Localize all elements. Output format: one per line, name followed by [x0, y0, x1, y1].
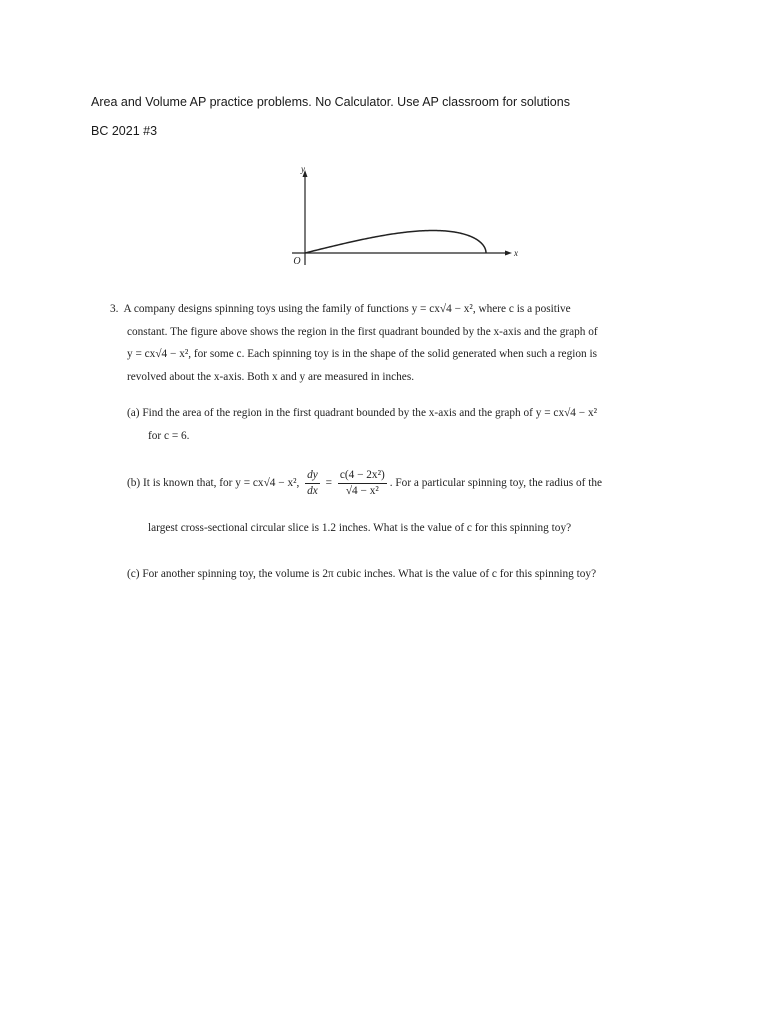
part-b-line-1 — [127, 469, 602, 498]
y-axis-label: y — [301, 164, 305, 174]
part-b-pre: (b) It is known that, for y = cx√4 − x², — [127, 477, 300, 490]
problem-intro-line-4: revolved about the x-axis. Both x and y are measured in inches. — [127, 371, 415, 383]
x-axis-arrow — [505, 251, 512, 256]
derivative-denominator: √4 − x² — [345, 485, 379, 497]
dydx-numerator: dy — [305, 469, 320, 484]
part-c-line: (c) For another spinning toy, the volume is 2π cubic inches. What is the value of c for this spinning toy? — [127, 568, 597, 580]
intro-function-expr-2: y = cx√4 − x² — [127, 348, 189, 360]
problem-intro-line-3 — [127, 348, 597, 360]
x-axis-label: x — [514, 248, 518, 258]
part-b-post: . For a particular spinning toy, the radius of the — [389, 477, 603, 490]
derivative-numerator: c(4 − 2x²) — [338, 469, 387, 484]
part-a-line-1: (a) Find the area of the region in the first quadrant bounded by the x-axis and the graph of y = cx√4 − x² — [127, 407, 597, 419]
region-graph-figure — [270, 160, 530, 280]
part-b-line-2: largest cross-sectional circular slice is 1.2 inches. What is the value of c for this spinning toy? — [148, 522, 572, 534]
intro-function-expr: cx√4 − x² — [429, 303, 473, 315]
intro-text-1a: A company designs spinning toys using the family of functions y = — [123, 303, 430, 315]
origin-label: O — [293, 256, 301, 267]
function-curve — [305, 231, 486, 254]
intro-text-1b: , where c is a positive — [472, 303, 571, 315]
intro-text-3b: , for some c. Each spinning toy is in the shape of the solid generated when such a region is — [188, 348, 598, 360]
part-a-line-2: for c = 6. — [148, 430, 190, 442]
dydx-fraction — [305, 469, 320, 498]
dydx-denominator: dx — [307, 485, 318, 497]
document-subtitle: BC 2021 #3 — [91, 124, 158, 138]
derivative-fraction — [338, 469, 387, 498]
problem-number: 3. — [110, 303, 119, 315]
problem-intro-line-1 — [110, 303, 571, 315]
document-title: Area and Volume AP practice problems. No Calculator. Use AP classroom for solutions — [91, 95, 570, 109]
equals-sign: = — [325, 477, 333, 490]
problem-intro-line-2: constant. The figure above shows the region in the first quadrant bounded by the x-axis and the graph of — [127, 326, 598, 338]
